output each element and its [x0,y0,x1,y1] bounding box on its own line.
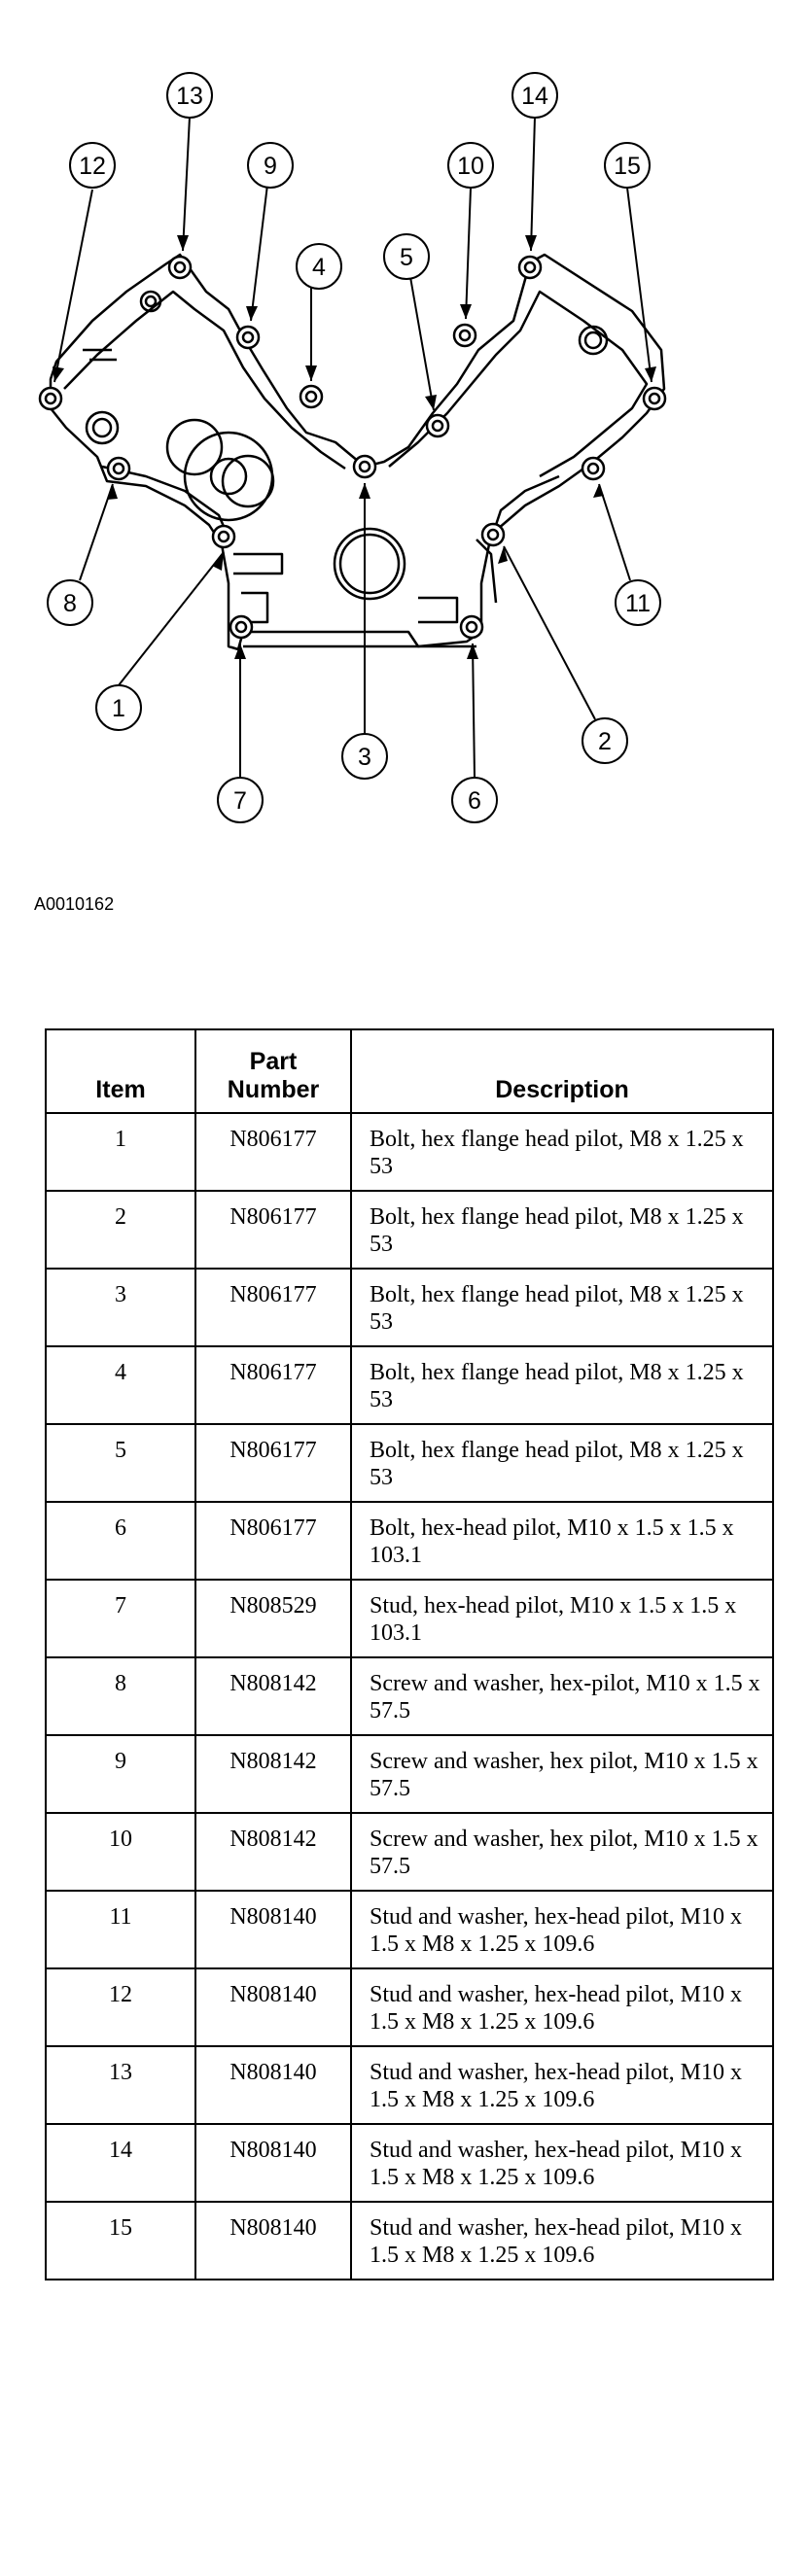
table-row [46,1657,773,1735]
callout-12-number: 12 [79,153,106,180]
table-row [46,1735,773,1813]
header-part-line1: Part [249,1048,298,1075]
callout-7-number: 7 [233,787,247,815]
item-cell: 15 [46,2202,195,2280]
callout-12 [70,143,115,188]
part-number-cell: N808529 [195,1580,351,1657]
callout-15 [605,143,650,188]
callout-4 [297,244,341,289]
callout-5-number: 5 [400,244,413,271]
callout-13 [167,73,212,118]
item-cell: 11 [46,1891,195,1968]
item-cell: 13 [46,2046,195,2124]
callout-11 [616,580,660,625]
part-number-cell: N808142 [195,1657,351,1735]
part-number-cell: N808142 [195,1813,351,1891]
description-cell: Bolt, hex flange head pilot, M8 x 1.25 x 53 [351,1269,773,1346]
description-cell: Bolt, hex flange head pilot, M8 x 1.25 x 53 [351,1346,773,1424]
engine-front-cover-bolt-diagram [0,0,811,875]
header-description: Description [351,1029,773,1113]
callout-14-number: 14 [521,83,548,110]
description-cell: Bolt, hex flange head pilot, M8 x 1.25 x 53 [351,1424,773,1502]
description-cell: Stud and washer, hex-head pilot, M10 x 1.5 x M8 x 1.25 x 109.6 [351,1891,773,1968]
callout-1-number: 1 [112,695,125,722]
callout-11-number: 11 [625,590,651,617]
callout-6 [452,778,497,822]
description-cell: Bolt, hex-head pilot, M10 x 1.5 x 1.5 x 103.1 [351,1502,773,1580]
item-cell: 14 [46,2124,195,2202]
description-cell: Bolt, hex flange head pilot, M8 x 1.25 x 53 [351,1191,773,1269]
part-number-cell: N808140 [195,1968,351,2046]
callout-10 [448,143,493,188]
item-cell: 9 [46,1735,195,1813]
callout-7 [218,778,263,822]
callout-5 [384,234,429,279]
item-cell: 8 [46,1657,195,1735]
part-number-cell: N806177 [195,1113,351,1191]
item-cell: 7 [46,1580,195,1657]
part-number-cell: N808140 [195,2124,351,2202]
item-cell: 2 [46,1191,195,1269]
callout-1 [96,685,141,730]
callout-2-number: 2 [598,728,612,755]
description-cell: Stud and washer, hex-head pilot, M10 x 1.5 x M8 x 1.25 x 109.6 [351,2124,773,2202]
table-row [46,1269,773,1346]
table-row [46,1113,773,1191]
callout-3 [342,734,387,779]
part-number-cell: N808140 [195,2046,351,2124]
item-cell: 5 [46,1424,195,1502]
part-number-cell: N806177 [195,1269,351,1346]
part-number-cell: N808140 [195,2202,351,2280]
item-cell: 1 [46,1113,195,1191]
callout-9 [248,143,293,188]
leader-lines [54,117,652,778]
table-row [46,1191,773,1269]
part-number-cell: N808140 [195,1891,351,1968]
table-row [46,1891,773,1968]
table-row [46,1502,773,1580]
table-row [46,1424,773,1502]
parts-table [45,1028,774,2280]
item-cell: 4 [46,1346,195,1424]
callout-labels [48,73,660,822]
part-number-cell: N806177 [195,1346,351,1424]
table-row [46,2046,773,2124]
callout-4-number: 4 [312,254,326,281]
part-number-cell: N806177 [195,1502,351,1580]
description-cell: Screw and washer, hex pilot, M10 x 1.5 x 57.5 [351,1813,773,1891]
item-cell: 6 [46,1502,195,1580]
callout-3-number: 3 [358,744,371,771]
description-cell: Stud and washer, hex-head pilot, M10 x 1.5 x M8 x 1.25 x 109.6 [351,2046,773,2124]
description-cell: Stud, hex-head pilot, M10 x 1.5 x 1.5 x 103.1 [351,1580,773,1657]
item-cell: 3 [46,1269,195,1346]
callout-14 [512,73,557,118]
figure-id: A0010162 [34,894,115,914]
table-row [46,1580,773,1657]
table-row [46,1968,773,2046]
description-cell: Screw and washer, hex-pilot, M10 x 1.5 x 57.5 [351,1657,773,1735]
description-cell: Stud and washer, hex-head pilot, M10 x 1.5 x M8 x 1.25 x 109.6 [351,2202,773,2280]
callout-9-number: 9 [264,153,277,180]
part-number-cell: N808142 [195,1735,351,1813]
callout-10-number: 10 [457,153,484,180]
callout-13-number: 13 [176,83,203,110]
description-cell: Bolt, hex flange head pilot, M8 x 1.25 x 53 [351,1113,773,1191]
table-row [46,2202,773,2280]
callout-2 [582,718,627,763]
table-body [46,1113,773,2280]
item-cell: 10 [46,1813,195,1891]
table-header-row [46,1029,773,1113]
header-item: Item [46,1029,195,1113]
part-number-cell: N806177 [195,1424,351,1502]
callout-6-number: 6 [468,787,481,815]
part-number-cell: N806177 [195,1191,351,1269]
description-cell: Stud and washer, hex-head pilot, M10 x 1.5 x M8 x 1.25 x 109.6 [351,1968,773,2046]
table-row [46,2124,773,2202]
callout-15-number: 15 [614,153,641,180]
callout-8 [48,580,92,625]
front-cover-outline [51,255,664,649]
table-row [46,1346,773,1424]
callout-8-number: 8 [63,590,77,617]
table-row [46,1813,773,1891]
item-cell: 12 [46,1968,195,2046]
header-part-number [195,1029,351,1113]
description-cell: Screw and washer, hex pilot, M10 x 1.5 x 57.5 [351,1735,773,1813]
header-part-line2: Number [227,1076,320,1103]
